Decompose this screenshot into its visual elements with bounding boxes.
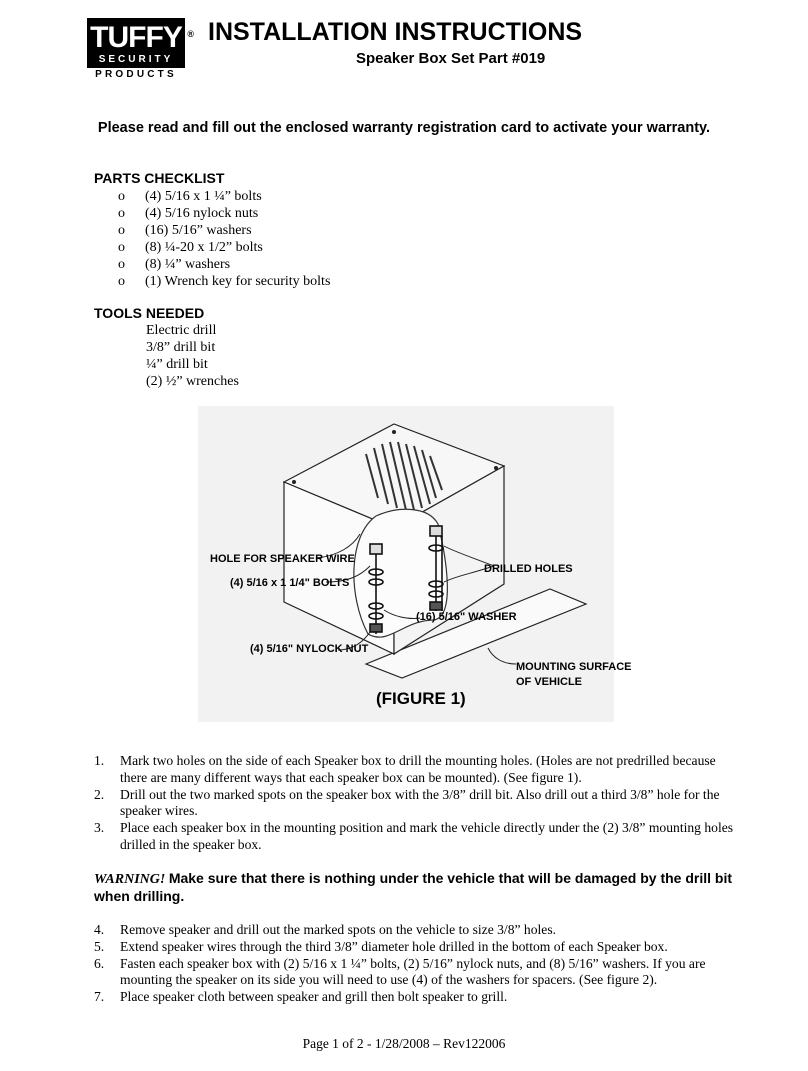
logo-products: PRODUCTS xyxy=(95,69,177,80)
step-number: 5. xyxy=(94,938,105,954)
list-item xyxy=(118,239,330,256)
list-item: (2) ½” wrenches xyxy=(146,374,239,389)
label-hole-for-speaker-wire: HOLE FOR SPEAKER WIRE xyxy=(210,553,355,565)
list-item xyxy=(94,820,734,854)
step-text: Place each speaker box in the mounting position and mark the vehicle directly under the (2) 3/8” mounting holes drilled in the speaker box. xyxy=(120,820,734,852)
speaker-box-illustration xyxy=(198,406,632,722)
step-text: Fasten each speaker box with (2) 5/16 x 1 ¼” bolts, (2) 5/16” nylock nuts, and (8) 5/16” washers. If you are mounting the speaker on its side you will need to use (4) of the washers for spacers. (See figure 2). xyxy=(120,955,706,988)
step-text: Extend speaker wires through the third 3/8” diameter hole drilled in the bottom of each Speaker box. xyxy=(120,938,668,954)
part-text: (16) 5/16” washers xyxy=(145,223,252,238)
step-text: Remove speaker and drill out the marked spots on the vehicle to size 3/8” holes. xyxy=(120,922,557,937)
list-item xyxy=(94,922,734,939)
list-item xyxy=(94,939,734,956)
list-item xyxy=(118,273,330,290)
list-item xyxy=(94,956,734,990)
step-text: Place speaker cloth between speaker and grill then bolt speaker to grill. xyxy=(120,989,508,1005)
step-number: 7. xyxy=(94,989,105,1005)
label-washer: (16) 5/16" WASHER xyxy=(416,611,517,623)
label-nylock-nut: (4) 5/16" NYLOCK NUT xyxy=(250,643,369,655)
step-number: 1. xyxy=(94,753,105,768)
figure-1-diagram xyxy=(198,406,632,722)
warranty-notice: Please read and fill out the enclosed warranty registration card to activate your warranty. xyxy=(97,120,711,136)
parts-checklist-heading: PARTS CHECKLIST xyxy=(94,170,225,186)
logo-black-block xyxy=(87,18,194,68)
page-title: INSTALLATION INSTRUCTIONS xyxy=(208,18,583,46)
tools-list xyxy=(146,322,239,390)
list-item xyxy=(118,256,330,273)
steps-list-b xyxy=(94,922,734,1006)
step-number: 3. xyxy=(94,820,105,836)
warning-label: WARNING! xyxy=(94,872,166,887)
page-footer: Page 1 of 2 - 1/28/2008 – Rev122006 xyxy=(302,1036,506,1051)
list-item: ¼” drill bit xyxy=(146,357,208,372)
bullet: o xyxy=(118,240,125,255)
steps-list-a xyxy=(94,753,734,854)
list-item: 3/8” drill bit xyxy=(146,340,216,355)
label-of-vehicle: OF VEHICLE xyxy=(516,676,583,688)
list-item xyxy=(118,188,330,205)
step-number: 2. xyxy=(94,786,105,802)
step-number: 4. xyxy=(94,922,105,937)
list-item xyxy=(118,222,330,239)
part-text: (4) 5/16 nylock nuts xyxy=(145,206,259,221)
part-text: (4) 5/16 x 1 ¼” bolts xyxy=(145,189,262,204)
part-text: (8) ¼” washers xyxy=(145,257,231,272)
bullet: o xyxy=(118,189,125,204)
logo-brand: TUFFY xyxy=(90,21,182,54)
list-item: Electric drill xyxy=(146,323,217,338)
page-subtitle: Speaker Box Set Part #019 xyxy=(356,50,546,67)
bullet: o xyxy=(118,274,125,289)
list-item xyxy=(94,753,734,787)
figure-caption: (FIGURE 1) xyxy=(376,689,466,708)
bullet: o xyxy=(118,206,125,221)
tuffy-logo xyxy=(87,18,194,82)
list-item xyxy=(118,205,330,222)
step-text: Drill out the two marked spots on the speaker box with the 3/8” drill bit. Also drill out a third 3/8” hole for the speaker wires. xyxy=(120,786,720,819)
bullet: o xyxy=(118,223,125,238)
part-text: (1) Wrench key for security bolts xyxy=(145,274,331,289)
list-item xyxy=(94,989,734,1006)
tools-needed-heading: TOOLS NEEDED xyxy=(94,305,205,321)
label-bolts: (4) 5/16 x 1 1/4" BOLTS xyxy=(230,577,350,589)
label-mounting-surface: MOUNTING SURFACE xyxy=(516,661,632,673)
parts-list xyxy=(118,188,330,290)
logo-security: SECURITY xyxy=(98,54,174,65)
list-item xyxy=(94,787,734,821)
step-number: 6. xyxy=(94,955,105,971)
warning-block xyxy=(94,870,734,906)
logo-registered-mark: ® xyxy=(187,29,194,39)
step-text: Mark two holes on the side of each Speaker box to drill the mounting holes. (Holes are not predrilled because there are many different ways that each speaker box can be mounted). (See figure 1). xyxy=(120,753,716,785)
bullet: o xyxy=(118,257,125,272)
part-text: (8) ¼-20 x 1/2” bolts xyxy=(145,240,263,255)
label-drilled-holes: DRILLED HOLES xyxy=(484,563,573,575)
warning-text: Make sure that there is nothing under the vehicle that will be damaged by the drill bit when drilling. xyxy=(94,870,733,904)
